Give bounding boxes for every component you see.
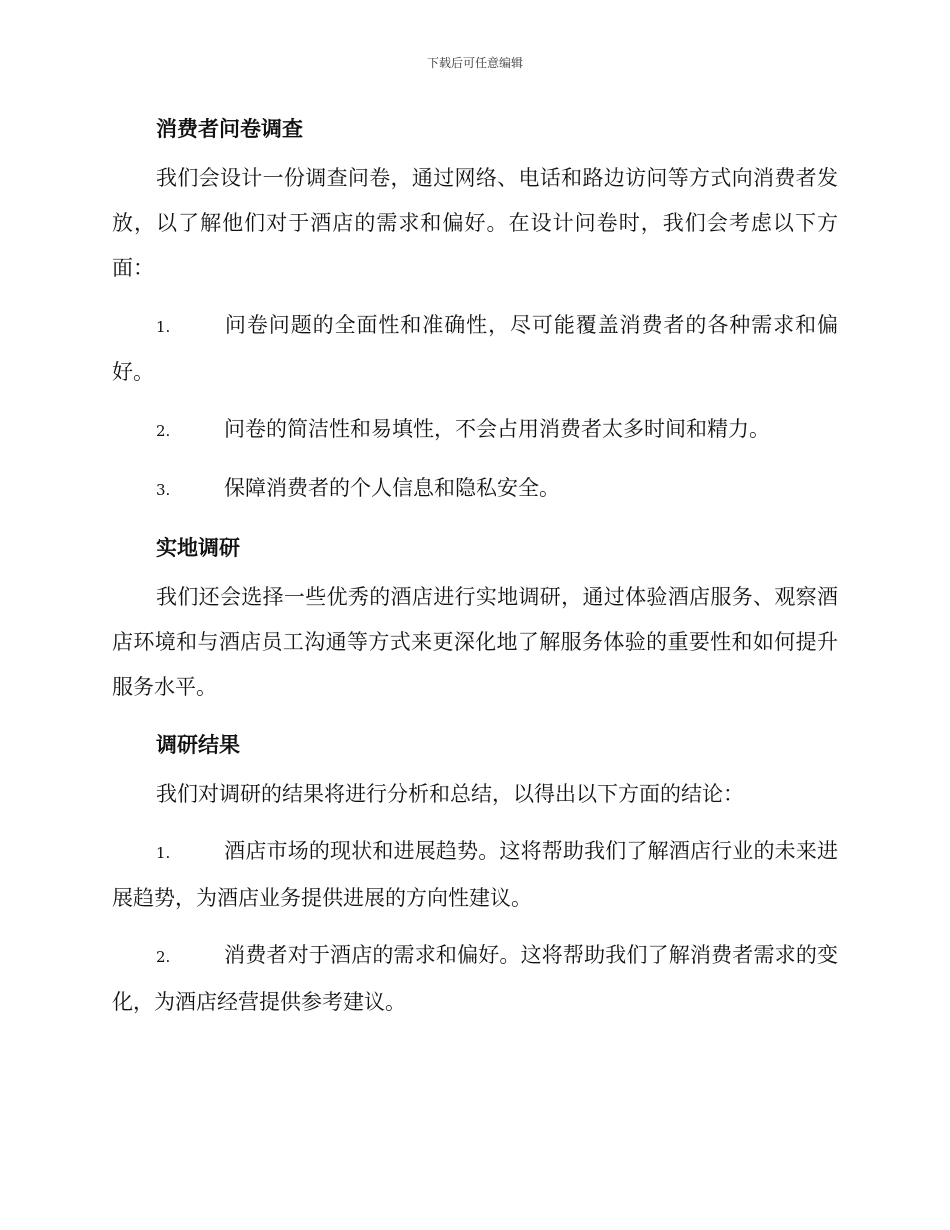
list-item bbox=[112, 829, 838, 921]
list-text: 保障消费者的个人信息和隐私安全。 bbox=[224, 476, 560, 500]
list-number: 1. bbox=[156, 844, 171, 862]
section-paragraph-survey: 我们会设计一份调查问卷，通过网络、电话和路边访问等方式向消费者发放，以了解他们对于酒店的需求和偏好。在设计问卷时，我们会考虑以下方面： bbox=[112, 166, 838, 280]
section-paragraph-field-research: 我们还会选择一些优秀的酒店进行实地调研，通过体验酒店服务、观察酒店环境和与酒店员工沟通等方式来更深化地了解服务体验的重要性和如何提升服务水平。 bbox=[112, 585, 838, 699]
list-text: 问卷问题的全面性和准确性，尽可能覆盖消费者的各种需求和偏好。 bbox=[112, 313, 838, 384]
list-item bbox=[112, 407, 838, 454]
list-number: 3. bbox=[156, 481, 171, 499]
list-number: 2. bbox=[156, 422, 171, 440]
list-item bbox=[112, 933, 838, 1025]
list-text: 酒店市场的现状和进展趋势。这将帮助我们了解酒店行业的未来进展趋势，为酒店业务提供进展的方向性建议。 bbox=[112, 839, 838, 910]
list-text: 问卷的简洁性和易填性，不会占用消费者太多时间和精力。 bbox=[224, 417, 770, 441]
list-text: 消费者对于酒店的需求和偏好。这将帮助我们了解消费者需求的变化，为酒店经营提供参考建议。 bbox=[112, 943, 838, 1014]
header-note: 下载后可任意编辑 bbox=[426, 56, 523, 70]
section-heading-field-research: 实地调研 bbox=[156, 536, 240, 560]
list-number: 2. bbox=[156, 948, 171, 966]
list-number: 1. bbox=[156, 318, 171, 336]
section-heading-survey: 消费者问卷调查 bbox=[156, 117, 303, 141]
list-item bbox=[112, 466, 838, 513]
section-paragraph-results: 我们对调研的结果将进行分析和总结，以得出以下方面的结论： bbox=[156, 782, 744, 806]
section-heading-results: 调研结果 bbox=[156, 733, 240, 757]
document-body bbox=[112, 106, 838, 1037]
list-item bbox=[112, 303, 838, 395]
